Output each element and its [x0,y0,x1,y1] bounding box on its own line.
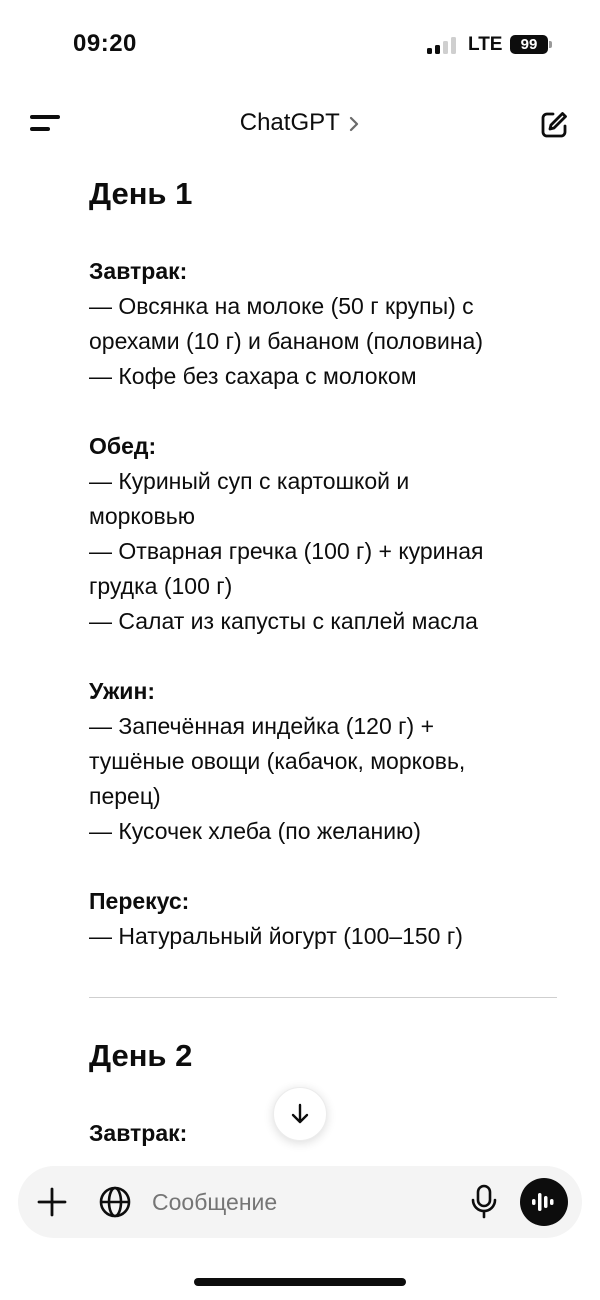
meal-line: грудка (100 г) [89,573,233,599]
globe-icon[interactable] [98,1185,132,1219]
meal-line: — Салат из капусты с каплей масла [89,608,478,634]
meal-line: — Запечённая индейка (120 г) + [89,713,435,739]
battery-nub [549,41,552,48]
divider [89,997,557,998]
meal-line: морковью [89,503,195,529]
scroll-to-bottom-button[interactable] [273,1087,327,1141]
meal-block [89,429,559,639]
meal-title: Завтрак: [89,1120,188,1146]
status-time: 09:20 [73,30,137,57]
meal-line: тушёные овощи (кабачок, морковь, [89,748,466,774]
meal-line: — Кусочек хлеба (по желанию) [89,818,421,844]
microphone-icon[interactable] [469,1184,499,1220]
message-composer [18,1166,582,1238]
network-type: LTE [468,34,503,55]
meal-line: орехами (10 г) и бананом (половина) [89,328,483,354]
meal-line: — Овсянка на молоке (50 г крупы) с [89,293,474,319]
status-bar [0,0,600,90]
meal-line: перец) [89,783,161,809]
day-title: День 2 [89,1038,193,1073]
voice-mode-button[interactable] [520,1178,568,1226]
meal-title: Перекус: [89,888,190,914]
meal-line: — Кофе без сахара с молоком [89,363,417,389]
meal-block [89,884,559,954]
meal-block [89,254,559,394]
meal-line: — Отварная гречка (100 г) + куриная [89,538,484,564]
meal-line: — Натуральный йогурт (100–150 г) [89,923,463,949]
edit-icon[interactable] [538,109,570,141]
signal-strength-icon [427,37,459,54]
model-selector[interactable] [0,109,600,137]
assistant-message [89,170,559,1151]
app-header [0,95,600,155]
arrow-down-icon [289,1102,311,1126]
home-indicator[interactable] [194,1278,406,1286]
plus-icon[interactable] [36,1186,68,1218]
day-title: День 1 [89,176,193,211]
header-title: ChatGPT [239,109,340,136]
voice-mode-icon [531,1190,557,1214]
meal-title: Ужин: [89,678,156,704]
chevron-right-icon [348,115,360,133]
meal-line: — Куриный суп с картошкой и [89,468,410,494]
meal-block [89,674,559,849]
battery-icon: 99 [510,35,548,54]
meal-title: Обед: [89,433,157,459]
message-input[interactable] [152,1186,452,1218]
meal-title: Завтрак: [89,258,188,284]
